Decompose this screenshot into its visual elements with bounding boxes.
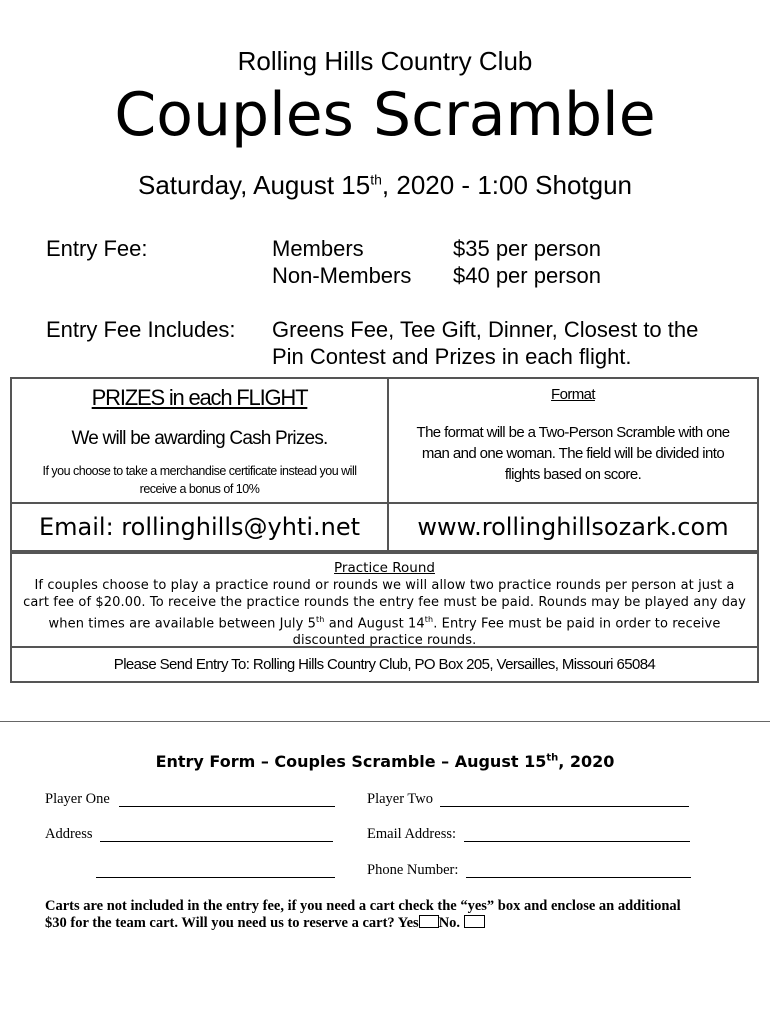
phone-label: Phone Number:: [367, 862, 459, 878]
practice-text-2: and August 14: [324, 616, 425, 632]
includes-line-2: Pin Contest and Prizes in each flight.: [272, 344, 632, 369]
prizes-main: We will be awarding Cash Prizes.: [71, 428, 328, 449]
includes-label: Entry Fee Includes:: [46, 317, 236, 342]
date-rest: , 2020 - 1:00 Shotgun: [381, 170, 633, 200]
fee-price-members: $35 per person: [453, 236, 601, 261]
fee-price-nonmembers: $40 per person: [453, 263, 601, 288]
no-label: No.: [438, 915, 461, 931]
email-text[interactable]: Email: rollinghills@yhti.net: [39, 513, 360, 541]
prizes-heading: PRIZES in each FLIGHT: [91, 385, 308, 410]
practice-sup-1: th: [316, 615, 325, 624]
send-to-text: Please Send Entry To: Rolling Hills Country Club, PO Box 205, Versailles, Missouri 65084: [113, 656, 656, 673]
phone-field[interactable]: [466, 877, 691, 878]
practice-text: [20, 577, 749, 649]
entry-form-title: [0, 752, 770, 771]
cart-question: $30 for the team cart. Will you need us to reserve a cart? Yes: [45, 915, 419, 931]
player-two-label: Player Two: [367, 791, 433, 807]
no-checkbox[interactable]: [464, 915, 485, 928]
fee-type-nonmembers: Non-Members: [272, 263, 412, 288]
format-box: [387, 377, 759, 504]
prizes-box: [10, 377, 389, 504]
email-box: [10, 502, 389, 552]
event-date: [0, 170, 770, 201]
club-name: Rolling Hills Country Club: [237, 46, 533, 76]
event-title: Couples Scramble: [114, 80, 656, 150]
practice-heading: Practice Round: [334, 560, 435, 576]
format-heading: Format: [551, 386, 595, 403]
includes-line-1: Greens Fee, Tee Gift, Dinner, Closest to the: [272, 317, 699, 342]
practice-text-3: . Entry Fee must be paid in order to receive discounted practice rounds.: [292, 616, 721, 649]
send-to-box: [10, 646, 759, 683]
player-two-field[interactable]: [440, 806, 689, 807]
fee-type-members: Members: [272, 236, 364, 261]
address-field-line-2[interactable]: [96, 877, 335, 878]
player-one-field[interactable]: [119, 806, 335, 807]
cart-note-line-1: Carts are not included in the entry fee, if you need a cart check the “yes” box and enclose an additional: [45, 898, 681, 914]
format-text: The format will be a Two-Person Scramble with one man and one woman. The field will be divided into flights based on score.: [416, 424, 730, 483]
email-address-field[interactable]: [464, 841, 690, 842]
cart-note-line-2: [45, 915, 485, 932]
practice-sup-2: th: [424, 615, 434, 624]
date-main: Saturday, August 15: [137, 170, 371, 200]
prizes-note: If you choose to take a merchandise certificate instead you will receive a bonus of 10%: [42, 464, 357, 496]
practice-text-1: If couples choose to play a practice round or rounds we will allow two practice rounds per person at just a cart fee of $20.00. To receive the practice rounds the entry fee must be paid. Rounds may be played any day when times are available between July 5: [23, 578, 746, 632]
address-label: Address: [45, 826, 93, 842]
email-address-label: Email Address:: [367, 826, 457, 842]
date-suffix: th: [370, 171, 382, 188]
form-title-sup: th: [546, 752, 559, 764]
section-divider: [0, 721, 770, 722]
website-link[interactable]: www.rollinghillsozark.com: [417, 513, 729, 541]
address-field[interactable]: [100, 841, 333, 842]
practice-box: [10, 552, 759, 648]
yes-checkbox[interactable]: [419, 915, 439, 928]
entry-fee-label: Entry Fee:: [46, 236, 148, 261]
website-box: [387, 502, 759, 552]
form-title-main: Entry Form – Couples Scramble – August 15: [155, 752, 547, 771]
form-title-rest: , 2020: [558, 752, 615, 771]
player-one-label: Player One: [45, 791, 110, 807]
